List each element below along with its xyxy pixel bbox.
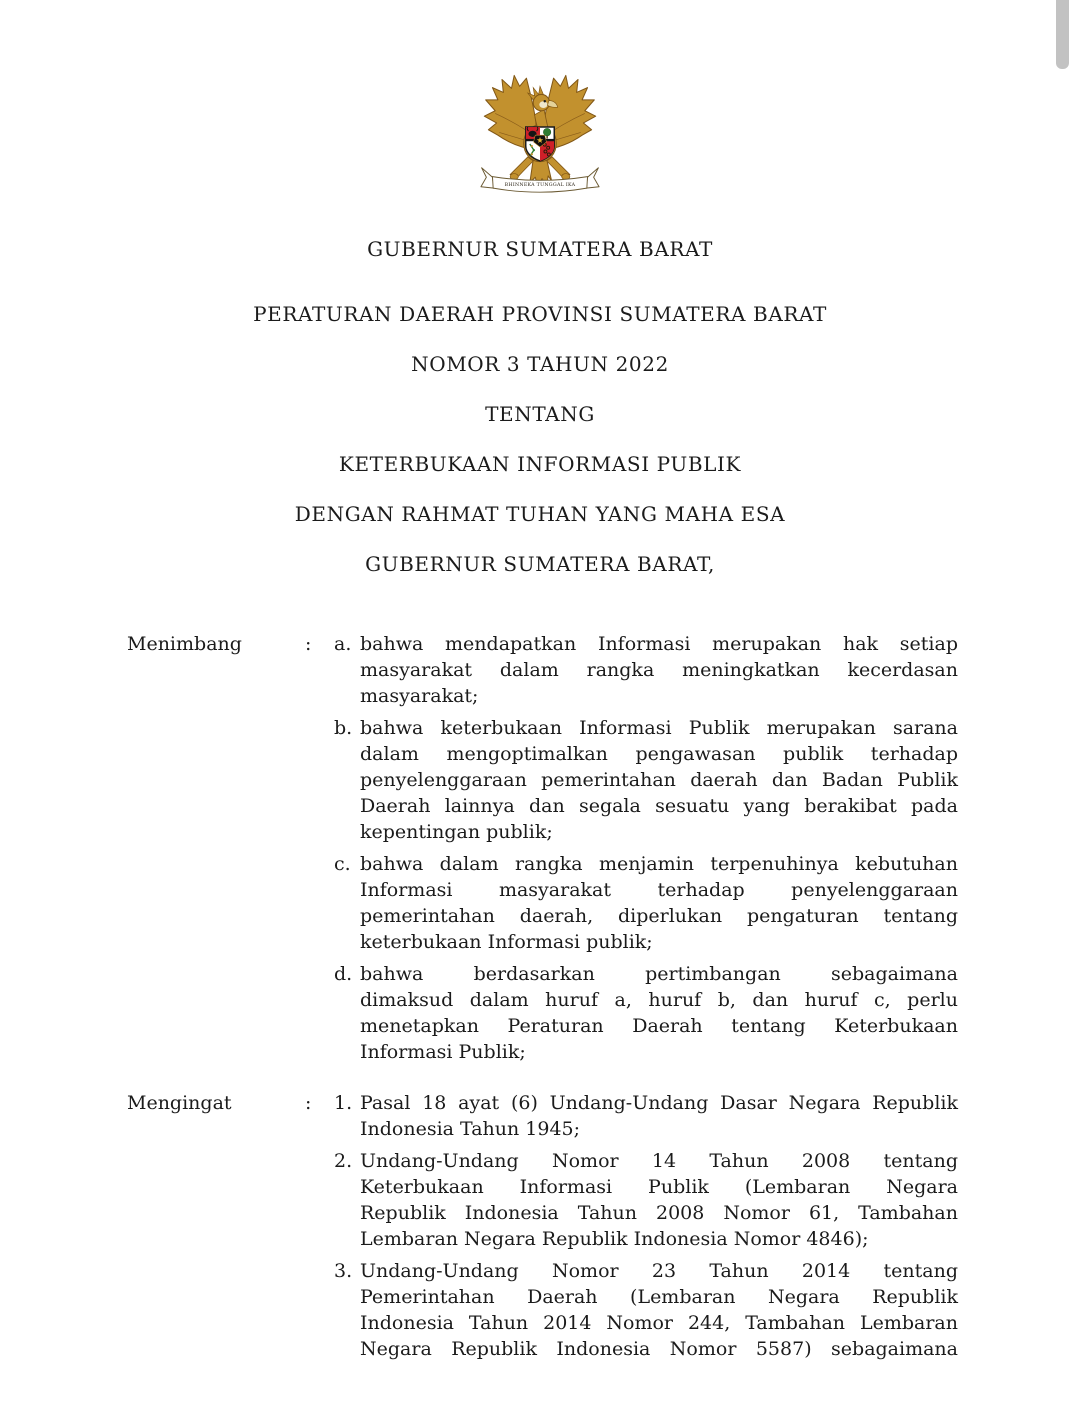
item-marker: c. [334, 853, 351, 875]
doc-title-line-2: NOMOR 3 TAHUN 2022 [411, 352, 669, 376]
text-line: Lembaran Negara Republik Indonesia Nomor 4846); [360, 1228, 869, 1250]
scrollbar-thumb[interactable] [1056, 0, 1069, 69]
section-mengingat [127, 1090, 958, 1362]
text-line: Indonesia Tahun 1945; [360, 1118, 581, 1140]
item-marker: 3. [334, 1260, 353, 1282]
doc-title-line-6: GUBERNUR SUMATERA BARAT, [365, 552, 715, 576]
item-text [360, 631, 958, 709]
list-item-1 [334, 1090, 958, 1142]
text-line: menetapkan Peraturan Daerah tentang Keterbukaan [360, 1015, 958, 1037]
text-line: Republik Indonesia Tahun 2008 Nomor 61, Tambahan [360, 1202, 958, 1224]
section-items [334, 1090, 958, 1362]
text-line: penyelenggaraan pemerintahan daerah dan Badan Publik [360, 769, 958, 791]
doc-title-line-1: PERATURAN DAERAH PROVINSI SUMATERA BARAT [253, 302, 827, 326]
section-label: Mengingat [127, 1092, 232, 1114]
list-item-3 [334, 1258, 958, 1362]
list-item-a [334, 631, 958, 709]
doc-title-line-4: KETERBUKAAN INFORMASI PUBLIK [338, 452, 742, 476]
item-marker: 2. [334, 1150, 353, 1172]
item-text [360, 1148, 958, 1252]
text-line: masyarakat; [360, 685, 479, 707]
item-text [360, 851, 958, 955]
item-text [360, 715, 958, 845]
ribbon-motto-text: BHINNEKA TUNGGAL IKA [504, 183, 576, 189]
item-text [360, 961, 958, 1065]
doc-title-line-3: TENTANG [485, 402, 595, 426]
text-line: Keterbukaan Informasi Publik (Lembaran Negara [360, 1176, 958, 1198]
text-line: kepentingan publik; [360, 821, 553, 843]
text-line: bahwa dalam rangka menjamin terpenuhinya kebutuhan [360, 853, 958, 875]
item-marker: d. [334, 963, 353, 985]
item-marker: a. [334, 633, 352, 655]
item-marker: b. [334, 717, 353, 739]
emblem-container [0, 0, 1080, 199]
text-line: bahwa mendapatkan Informasi merupakan hak setiap [360, 633, 958, 655]
doc-title-line-5: DENGAN RAHMAT TUHAN YANG MAHA ESA [294, 502, 786, 526]
text-line: pemerintahan daerah, diperlukan pengaturan tentang [360, 905, 958, 927]
text-line: dimaksud dalam huruf a, huruf b, dan huruf c, perlu [360, 989, 958, 1011]
text-line: bahwa berdasarkan pertimbangan sebagaimana [360, 963, 958, 985]
document-body [0, 631, 1080, 1362]
text-line: Indonesia Tahun 2014 Nomor 244, Tambahan Lembaran [360, 1312, 958, 1334]
section-colon: : [305, 1092, 312, 1114]
list-item-d [334, 961, 958, 1065]
pancasila-shield-icon [526, 127, 555, 161]
item-text [360, 1090, 958, 1142]
text-line: masyarakat dalam rangka meningkatkan kecerdasan [360, 659, 958, 681]
document-title-block [0, 302, 1080, 577]
text-line: keterbukaan Informasi publik; [360, 931, 653, 953]
item-marker: 1. [334, 1092, 353, 1114]
text-line: Informasi Publik; [360, 1041, 526, 1063]
text-line: Pasal 18 ayat (6) Undang-Undang Dasar Negara Republik [360, 1092, 958, 1114]
text-line: Negara Republik Indonesia Nomor 5587) sebagaimana [360, 1338, 958, 1360]
section-items [334, 631, 958, 1065]
section-colon: : [305, 633, 312, 655]
text-line: bahwa keterbukaan Informasi Publik merupakan sarana [360, 717, 958, 739]
list-item-2 [334, 1148, 958, 1252]
institution-title: GUBERNUR SUMATERA BARAT [367, 237, 713, 261]
text-line: Pemerintahan Daerah (Lembaran Negara Republik [360, 1286, 958, 1308]
text-line: Informasi masyarakat terhadap penyelenggaraan [360, 879, 958, 901]
list-item-c [334, 851, 958, 955]
section-label: Menimbang [127, 633, 242, 655]
item-text [360, 1258, 958, 1362]
text-line: Undang-Undang Nomor 14 Tahun 2008 tentang [360, 1150, 958, 1172]
list-item-b [334, 715, 958, 845]
section-menimbang [127, 631, 958, 1065]
eye-icon [544, 100, 546, 102]
text-line: Daerah lainnya dan segala sesuatu yang berakibat pada [360, 795, 958, 817]
text-line: dalam mengoptimalkan pengawasan publik terhadap [360, 743, 958, 765]
garuda-pancasila-emblem [472, 70, 608, 199]
text-line: Undang-Undang Nomor 23 Tahun 2014 tentang [360, 1260, 958, 1282]
